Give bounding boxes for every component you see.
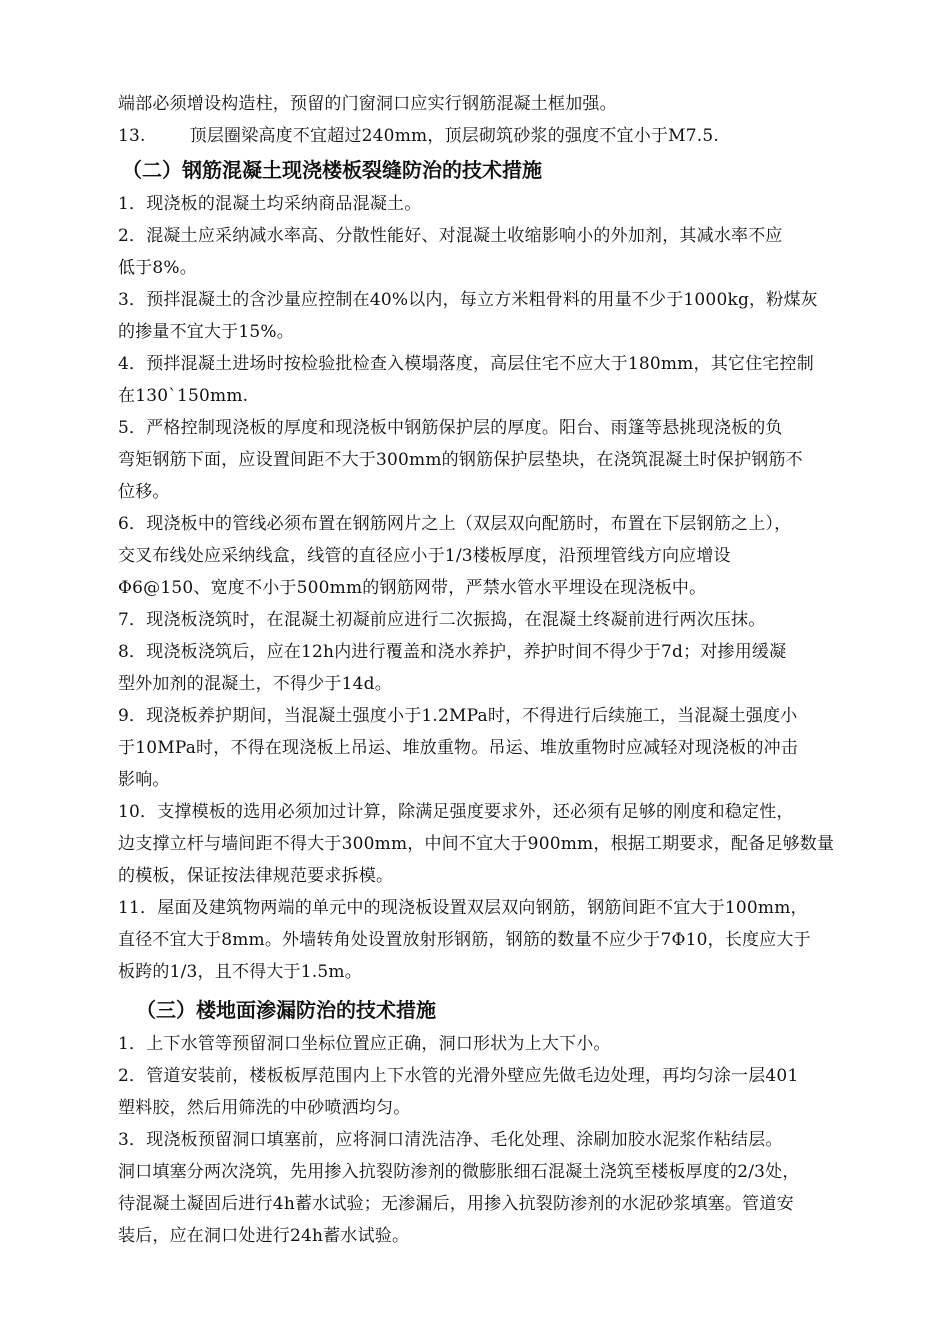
- item-13: [118, 120, 880, 152]
- paragraph-line: 的模板，保证按法律规范要求拆模。: [118, 866, 394, 886]
- paragraph-line: 弯矩钢筋下面，应设置间距不大于300mm的钢筋保护层垫块，在浇筑混凝土时保护钢筋不: [118, 450, 803, 470]
- paragraph-line: 11．屋面及建筑物两端的单元中的现浇板设置双层双向钢筋，钢筋间距不宜大于100mm，: [118, 898, 808, 918]
- paragraph-line: 待混凝土凝固后进行4h蓄水试验；无渗漏后，用掺入抗裂防渗剂的水泥砂浆填塞。管道安: [118, 1194, 794, 1214]
- paragraph-line: 洞口填塞分两次浇筑，先用掺入抗裂防渗剂的微膨胀细石混凝土浇筑至楼板厚度的2/3处，: [118, 1162, 800, 1182]
- document-body: [118, 88, 880, 1252]
- paragraph-line: 端部必须增设构造柱，预留的门窗洞口应实行钢筋混凝土框加强。: [118, 94, 617, 114]
- paragraph-line: 3．现浇板预留洞口填塞前，应将洞口清洗洁净、毛化处理、涂刷加胶水泥浆作粘结层。: [118, 1130, 783, 1150]
- paragraph-line: 在130`150mm.: [118, 386, 249, 406]
- paragraph-line: 4．预拌混凝土进场时按检验批检查入模塌落度，高层住宅不应大于180mm，其它住宅控制: [118, 354, 814, 374]
- paragraph-line: 8．现浇板浇筑后，应在12h内进行覆盖和浇水养护，养护时间不得少于7d；对掺用缓凝: [118, 642, 787, 662]
- paragraph-line: 位移。: [118, 482, 170, 502]
- item-number: 13.: [118, 126, 146, 146]
- section-3-body: [118, 1028, 880, 1252]
- section-heading-2: （二）钢筋混凝土现浇楼板裂缝防治的技术措施: [122, 158, 542, 182]
- paragraph-line: Φ6@150、宽度不小于500mm的钢筋网带，严禁水管水平埋设在现浇板中。: [118, 578, 707, 598]
- section-heading-3: （三）楼地面渗漏防治的技术措施: [136, 998, 436, 1022]
- paragraph-line: 7．现浇板浇筑时，在混凝土初凝前应进行二次振捣，在混凝土终凝前进行两次压抹。: [118, 610, 766, 630]
- paragraph-line: 2．混凝土应采纳减水率高、分散性能好、对混凝土收缩影响小的外加剂，其减水率不应: [118, 226, 783, 246]
- paragraph-line: 1．现浇板的混凝土均采纳商品混凝土。: [118, 194, 422, 214]
- section-2-body: [118, 188, 880, 988]
- paragraph-line: 交叉布线处应采纳线盒，线管的直径应小于1/3楼板厚度，沿预埋管线方向应增设: [118, 546, 731, 566]
- paragraph-line: 于10MPa时，不得在现浇板上吊运、堆放重物。吊运、堆放重物时应减轻对现浇板的冲击: [118, 738, 799, 758]
- paragraph-line: 6．现浇板中的管线必须布置在钢筋网片之上（双层双向配筋时，布置在下层钢筋之上），: [118, 514, 792, 534]
- paragraph-line: 5．严格控制现浇板的厚度和现浇板中钢筋保护层的厚度。阳台、雨篷等悬挑现浇板的负: [118, 418, 783, 438]
- paragraph-line: 直径不宜大于8mm。外墙转角处设置放射形钢筋，钢筋的数量不应少于7Φ10，长度应大于: [118, 930, 811, 950]
- paragraph-line: 型外加剂的混凝土，不得少于14d。: [118, 674, 392, 694]
- paragraph-line: 装后，应在洞口处进行24h蓄水试验。: [118, 1226, 410, 1246]
- paragraph-line: 的掺量不宜大于15%。: [118, 322, 294, 342]
- paragraph-line: 9．现浇板养护期间，当混凝土强度小于1.2MPa时，不得进行后续施工，当混凝土强度小: [118, 706, 798, 726]
- paragraph-line: 3．预拌混凝土的含沙量应控制在40%以内，每立方米粗骨料的用量不少于1000kg，粉煤灰: [118, 290, 818, 310]
- paragraph-line: 10．支撑模板的选用必须加过计算，除满足强度要求外，还必须有足够的刚度和稳定性，: [118, 802, 794, 822]
- paragraph-line: 边支撑立杆与墙间距不得大于300mm，中间不宜大于900mm，根据工期要求，配备足够数量: [118, 834, 835, 854]
- paragraph-line: 塑料胶，然后用筛洗的中砂喷洒均匀。: [118, 1098, 411, 1118]
- paragraph-line: 影响。: [118, 770, 170, 790]
- paragraph-line: 2．管道安装前，楼板板厚范围内上下水管的光滑外壁应先做毛边处理，再均匀涂一层401: [118, 1066, 799, 1086]
- item-text: 顶层圈梁高度不宜超过240mm，顶层砌筑砂浆的强度不宜小于M7.5.: [189, 126, 719, 146]
- paragraph-line: 1．上下水管等预留洞口坐标位置应正确，洞口形状为上大下小。: [118, 1034, 611, 1054]
- paragraph-line: 低于8%。: [118, 258, 197, 278]
- paragraph-line: 板跨的1/3，且不得大于1.5m。: [118, 962, 362, 982]
